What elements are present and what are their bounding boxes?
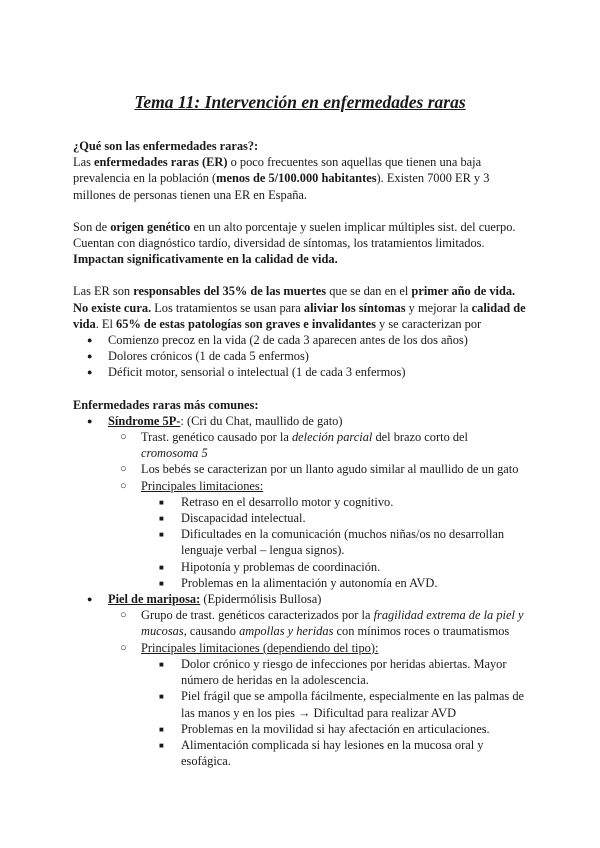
disease-item-5p: ● Síndrome 5P-: (Cri du Chat, maullido de gato) ○ Trast. genético causado por la deleción parcial del brazo corto del cromosoma 5 ○ Los bebés se caracterizan por un llanto agudo similar al maullido de un gato ○ Principales limitaciones: ■ Retraso en el desarrollo motor y cognitivo. ■ Discapacidad intelectual. ■ Dificultades en la comunicación (muchos niñas/os no desarrollan lenguaje verbal – lengua signos). ■ Hipotonía y problemas de coordinación. ■ Problemas en la alimentación y autonomía en AVD. — [73, 413, 528, 591]
list-item: ○ Trast. genético causado por la deleción parcial del brazo corto del cromosoma 5 — [73, 429, 528, 461]
list-item: ■ Dolor crónico y riesgo de infecciones por heridas abiertas. Mayor número de heridas en la adolescencia. — [73, 656, 528, 688]
disease-item-butterfly-skin: ● Piel de mariposa: (Epidermólisis Bullosa) ○ Grupo de trast. genéticos caracterizados por la fragilidad extrema de la piel y mucosas, causando ampollas y heridas con mínimos roces o traumatismos ○ Principales limitaciones (dependiendo del tipo): ■ Dolor crónico y riesgo de infecciones por heridas abiertas. Mayor número de heridas en la adolescencia. ■ Piel frágil que se ampolla fácilmente, especialmente en las palmas de las manos y en los pies → Dificultad para realizar AVD ■ Problemas en la movilidad si hay afectación en articulaciones. ■ Alimentación complicada si hay lesiones en la mucosa oral y esofágica. — [73, 591, 528, 769]
limitations-list — [141, 656, 528, 769]
characteristics-list — [73, 332, 528, 381]
page-title: Tema 11: Intervención en enfermedades raras — [134, 92, 466, 112]
list-item: ○ Principales limitaciones (dependiendo del tipo): ■ Dolor crónico y riesgo de infecciones por heridas abiertas. Mayor número de heridas en la adolescencia. ■ Piel frágil que se ampolla fácilmente, especialmente en las palmas de las manos y en los pies → Dificultad para realizar AVD ■ Problemas en la movilidad si hay afectación en articulaciones. ■ Alimentación complicada si hay lesiones en la mucosa oral y esofágica. — [73, 640, 528, 770]
list-item: ○ Grupo de trast. genéticos caracterizados por la fragilidad extrema de la piel y mucosas, causando ampollas y heridas con mínimos roces o traumatismos — [73, 607, 528, 639]
section-heading-what-are: ¿Qué son las enfermedades raras?: — [73, 139, 259, 153]
list-item: ■ Problemas en la alimentación y autonomía en AVD. — [73, 575, 528, 591]
list-item: ○ Los bebés se caracterizan por un llanto agudo similar al maullido de un gato — [73, 461, 528, 477]
list-item: ■ Discapacidad intelectual. — [73, 510, 528, 526]
paragraph-origin: Son de origen genético en un alto porcentaje y suelen implicar múltiples sist. del cuerpo. Cuentan con diagnóstico tardío, diversidad de síntomas, los tratamientos limitados. Impactan significativamente en la calidad de vida. — [73, 219, 516, 267]
list-item: ■ Dificultades en la comunicación (muchos niñas/os no desarrollan lenguaje verbal – lengua signos). — [73, 526, 528, 558]
limitations-list — [141, 494, 528, 591]
list-item: ■ Alimentación complicada si hay lesiones en la mucosa oral y esofágica. — [73, 737, 528, 769]
list-item: ○ Principales limitaciones: ■ Retraso en el desarrollo motor y cognitivo. ■ Discapacidad intelectual. ■ Dificultades en la comunicación (muchos niñas/os no desarrollan lenguaje verbal – lengua signos). ■ Hipotonía y problemas de coordinación. ■ Problemas en la alimentación y autonomía en AVD. — [73, 478, 528, 591]
list-item: ● Déficit motor, sensorial o intelectual (1 de cada 3 enfermos) — [73, 364, 528, 380]
paragraph-definition: Las enfermedades raras (ER) o poco frecuentes son aquellas que tienen una baja prevalencia en la población (menos de 5/100.000 habitantes). Existen 7000 ER y 3 millones de personas tienen una ER en España. — [73, 155, 490, 202]
paragraph-mortality: Las ER son responsables del 35% de las muertes que se dan en el primer año de vida. No existe cura. Los tratamientos se usan para aliviar los síntomas y mejorar la calidad de vida. El 65% de estas patologías son graves e invalidantes y se caracterizan por — [73, 284, 526, 331]
list-item: ■ Problemas en la movilidad si hay afectación en articulaciones. — [73, 721, 528, 737]
list-item: ■ Hipotonía y problemas de coordinación. — [73, 559, 528, 575]
disease-details — [108, 429, 528, 591]
section-heading-common: Enfermedades raras más comunes: — [73, 397, 259, 412]
document-body — [73, 138, 528, 769]
list-item: ● Comienzo precoz en la vida (2 de cada 3 aparecen antes de los dos años) — [73, 332, 528, 348]
list-item: ● Dolores crónicos (1 de cada 5 enfermos) — [73, 348, 528, 364]
diseases-list — [73, 413, 528, 769]
list-item: ■ Piel frágil que se ampolla fácilmente, especialmente en las palmas de las manos y en los pies → Dificultad para realizar AVD — [73, 688, 528, 720]
disease-details — [108, 607, 528, 769]
list-item: ■ Retraso en el desarrollo motor y cognitivo. — [73, 494, 528, 510]
